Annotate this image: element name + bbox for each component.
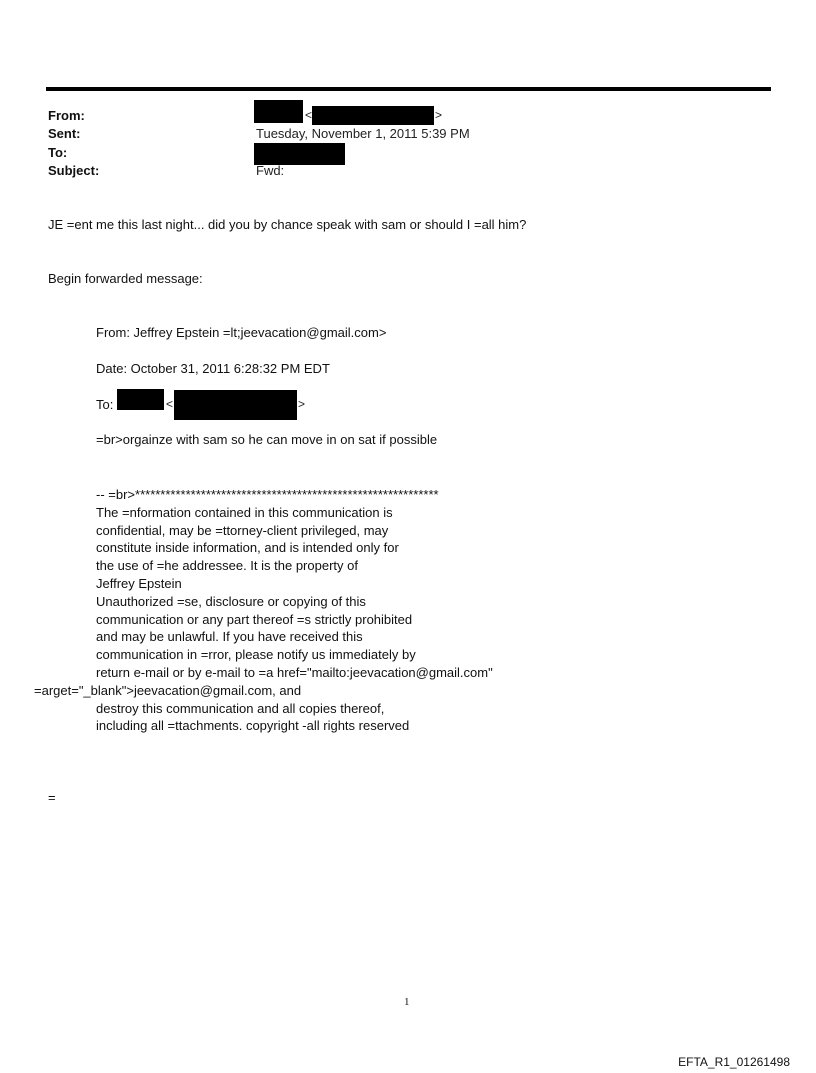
disclaimer-line: destroy this communication and all copies thereof,	[96, 700, 385, 716]
subject-label: Subject:	[48, 163, 100, 178]
disclaimer-line: Unauthorized =se, disclosure or copying of this	[96, 593, 366, 609]
document-id: EFTA_R1_01261498	[678, 1055, 790, 1069]
redaction-from-name	[254, 100, 303, 123]
redaction-forwarded-to-name	[117, 389, 164, 410]
disclaimer-line: -- =br>************************************************************	[96, 487, 439, 502]
to-label: To:	[48, 145, 68, 160]
disclaimer-line: The =nformation contained in this communication is	[96, 504, 393, 520]
from-lt: <	[305, 108, 313, 122]
forwarded-instruction: =br>orgainze with sam so he can move in on sat if possible	[96, 432, 438, 447]
from-label: From:	[48, 108, 85, 123]
redaction-from-email	[312, 106, 434, 125]
disclaimer-line: constitute inside information, and is intended only for	[96, 540, 399, 556]
disclaimer-line: Jeffrey Epstein	[96, 575, 182, 591]
disclaimer-block	[34, 486, 493, 735]
disclaimer-line: communication in =rror, please notify us immediately by	[96, 647, 416, 663]
disclaimer-line: including all =ttachments. copyright -all rights reserved	[96, 718, 410, 734]
header-rule	[46, 87, 771, 91]
disclaimer-line: and may be unlawful. If you have received this	[96, 629, 363, 645]
forwarded-from: From: Jeffrey Epstein =lt;jeevacation@gmail.com>	[96, 325, 387, 340]
forwarded-to-lt: <	[166, 397, 174, 411]
subject-value: Fwd:	[256, 163, 285, 178]
disclaimer-line: confidential, may be =ttorney-client privileged, may	[96, 522, 389, 538]
disclaimer-line: the use of =he addressee. It is the property of	[96, 558, 358, 574]
disclaimer-line: return e-mail or by e-mail to =a href="mailto:jeevacation@gmail.com"	[96, 664, 493, 680]
redaction-forwarded-to-email	[174, 390, 297, 420]
sent-label: Sent:	[48, 126, 81, 141]
forwarded-to-gt: >	[298, 397, 306, 411]
forwarded-date: Date: October 31, 2011 6:28:32 PM EDT	[96, 361, 330, 376]
trailing-equals: =	[48, 790, 56, 805]
redaction-to	[254, 143, 345, 165]
begin-forwarded: Begin forwarded message:	[48, 271, 203, 286]
sent-value: Tuesday, November 1, 2011 5:39 PM	[256, 126, 470, 141]
message-intro: JE =ent me this last night... did you by chance speak with sam or should I =all him?	[48, 217, 527, 232]
forwarded-to-label: To:	[96, 397, 114, 412]
from-gt: >	[435, 108, 443, 122]
disclaimer-line: communication or any part thereof =s strictly prohibited	[96, 611, 413, 627]
disclaimer-line: =arget="_blank">jeevacation@gmail.com, and	[34, 682, 302, 698]
page-number: 1	[404, 996, 410, 1008]
